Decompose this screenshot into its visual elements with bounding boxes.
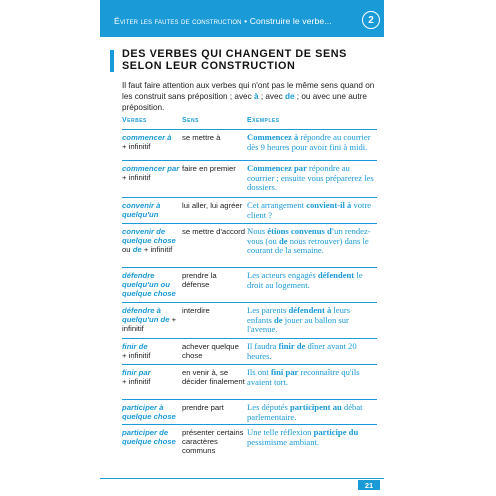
example-bold: convient-il à [306,200,352,210]
example-text: Nous [247,226,268,236]
table-header [122,117,377,129]
title-line-2: SELON LEUR CONSTRUCTION [122,60,296,72]
example-text: Les parents [247,305,289,315]
header-sens: Sens [182,117,199,124]
intro-accent-de: de [284,92,295,101]
example-bold: de [273,314,283,325]
example-text: Il faudra [247,341,279,351]
verb-text: participer de quelque chose [122,428,176,446]
example-cell [247,164,375,193]
example-cell [247,201,375,220]
example-cell [247,306,375,335]
example-text: un rendez-vous (ou [247,226,371,246]
sens-cell: achever quelque chose [182,342,239,360]
chapter-badge: 2 [362,11,380,29]
example-cell [247,227,375,256]
sens-cell: se mettre à [182,133,221,142]
verb-suffix: + infinitif [122,351,151,360]
sens-cell: en venir à, se décider finalement [182,368,245,386]
verb-cell [122,164,180,182]
example-text: Les acteurs engagés [247,270,318,280]
sens-cell: interdire [182,306,210,315]
header-section: Éviter les fautes de construction [114,16,242,26]
example-text: reconnaître qu'ils avaient tort. [247,367,360,387]
sens-cell: lui aller, lui agréer [182,201,243,210]
example-bold: de [279,235,288,246]
verb-or: ou [122,245,131,254]
verb-suffix: + infinitif [122,315,177,333]
table-row [122,399,377,424]
intro-text-1: Il faut faire attention aux verbes qui n'ont pas le même sens quand on les construit sans préposition ; avec [122,81,375,101]
example-text: Ils ont [247,367,271,377]
table-row [122,267,377,302]
verb-text: convenir de quelque chose [122,227,176,245]
verb-cell [122,133,180,151]
table-row [122,364,377,399]
sens-cell: prendre part [182,403,224,412]
example-bold: fini par [270,367,299,377]
example-bold: étions convenus d' [267,226,335,236]
verb-text: participer à quelque chose [122,403,176,421]
intro-text-3: ; ou avec une autre préposition. [122,92,367,112]
example-text: votre client ? [247,200,372,220]
verb-cell [122,342,180,360]
verb-text: défendre quelqu'un ou quelque chose [122,271,176,298]
title-line-1: DES VERBES QUI CHANGENT DE SENS [122,48,347,60]
verb-suffix: + infinitif [122,173,151,182]
verb-suffix: + infinitif [143,245,173,254]
example-text: Les députés [247,402,290,412]
intro-text-2: ; avec [258,92,285,101]
example-bold: défendent [317,270,355,280]
verb-cell [122,227,180,254]
intro-paragraph [122,80,378,113]
table-row [122,302,377,338]
verb-cell [122,271,180,298]
intro-accent-a: à [253,92,259,101]
example-cell [247,403,375,422]
verb-suffix: + infinitif [122,377,151,386]
example-cell [247,368,375,387]
verb-de: de [132,245,142,254]
verb-cell [122,201,180,219]
example-text: répondre au courrier dès 9 heures pour avoir fini à midi. [247,132,371,152]
table-row [122,223,377,267]
verbs-table [122,117,377,468]
example-text: leurs enfants [247,305,351,325]
example-cell [247,271,375,290]
verb-text: commencer à [122,133,172,142]
example-text: débat parlementaire. [247,402,363,422]
title-accent-bar [110,50,114,72]
example-bold: finir de [278,341,306,351]
example-text: le droit au logement. [247,270,363,290]
page-number: 21 [358,480,380,490]
example-text: Une telle réflexion [247,427,314,437]
example-bold: participe du [313,427,359,437]
example-bold: participent au [289,402,342,412]
example-text: jouer au ballon sur l'avenue. [247,314,349,335]
running-header [100,0,384,37]
header-subsection: Construire le verbe... [249,16,332,26]
verb-text: finir de [122,342,148,351]
example-bold: Commencez à [247,132,299,142]
header-verbes: Verbes [122,117,147,124]
sens-cell: présenter certains caractères communs [182,428,244,455]
verb-text: défendre à quelqu'un de [122,306,170,324]
section-title [110,48,380,72]
table-row [122,424,377,468]
page-footer [100,478,384,490]
example-text: pessimisme ambiant. [247,436,320,447]
example-cell [247,342,375,361]
verb-text: finir par [122,368,151,377]
verb-cell [122,368,180,386]
example-cell [247,428,375,447]
table-row [122,160,377,197]
example-bold: défendent à [288,305,332,315]
sens-cell: prendre la défense [182,271,217,289]
table-row [122,197,377,223]
verb-cell [122,403,180,421]
verb-text: convenir à quelqu'un [122,201,161,219]
verb-cell [122,428,180,446]
table-row [122,338,377,364]
book-page [100,0,384,496]
running-header-text [114,16,332,26]
header-exemples: Exemples [247,117,280,124]
sens-cell: faire en premier [182,164,236,173]
example-text: nous retrouver) dans le courant de la semaine. [247,235,369,256]
verb-cell [122,306,180,333]
sens-cell: se mettre d'accord [182,227,245,236]
verb-text: commencer par [122,164,180,173]
example-text: dîner avant 20 heures. [247,341,357,361]
example-text: Cet arrangement [247,200,307,210]
example-bold: Commencez par [247,163,307,173]
example-text: répondre au courrier ; ensuite vous préparerez les dossiers. [247,163,374,193]
header-separator: • [244,16,248,26]
table-row [122,129,377,160]
example-cell [247,133,375,152]
verb-suffix: + infinitif [122,142,151,151]
